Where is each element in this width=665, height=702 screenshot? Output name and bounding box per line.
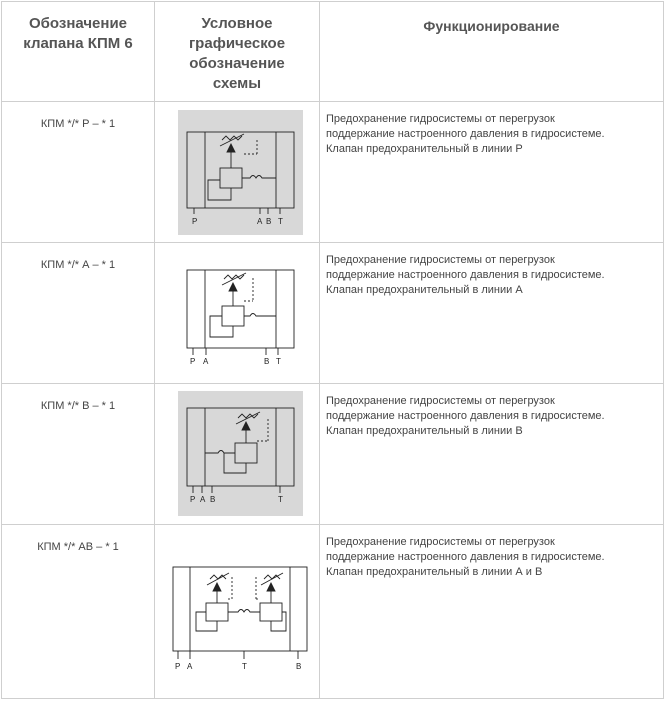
table-row xyxy=(2,243,664,384)
valve-code: КПМ */* В – * 1 xyxy=(40,400,116,412)
scheme-diagram-p xyxy=(178,110,303,235)
header-line: обозначение xyxy=(189,55,285,72)
description-line: поддержание настроенного давления в гидросистеме. xyxy=(326,551,605,563)
valve-spec-table xyxy=(1,1,664,699)
header-designation xyxy=(2,2,155,102)
scheme-diagram-ab xyxy=(170,555,310,685)
port-label: T xyxy=(242,662,247,671)
description-line: Предохранение гидросистемы от перегрузок xyxy=(326,113,555,125)
description-line: поддержание настроенного давления в гидросистеме. xyxy=(326,269,605,281)
description-line: поддержание настроенного давления в гидросистеме. xyxy=(326,410,605,422)
description-line: Клапан предохранительный в линии А и В xyxy=(326,566,543,578)
description-cell xyxy=(320,525,664,699)
port-label: P xyxy=(192,217,198,226)
scheme-diagram-b xyxy=(178,391,303,516)
port-label: A xyxy=(200,495,206,504)
description-line: Клапан предохранительный в линии А xyxy=(326,284,523,296)
description-line: Предохранение гидросистемы от перегрузок xyxy=(326,254,555,266)
header-line: графическое xyxy=(188,35,286,52)
scheme-cell xyxy=(155,384,320,525)
description-line: Предохранение гидросистемы от перегрузок xyxy=(326,536,555,548)
description-cell xyxy=(320,384,664,525)
valve-code: КПМ */* АВ – * 1 xyxy=(37,541,119,553)
port-label: B xyxy=(210,495,216,504)
description-line: Клапан предохранительный в линии Р xyxy=(326,143,523,155)
port-label: P xyxy=(175,662,181,671)
scheme-cell xyxy=(155,525,320,699)
port-label: T xyxy=(278,495,283,504)
header-line: схемы xyxy=(212,75,262,92)
port-label: P xyxy=(190,357,196,366)
description-line: Клапан предохранительный в линии В xyxy=(326,425,523,437)
valve-code-cell xyxy=(2,243,155,384)
header-line: Условное xyxy=(201,15,273,32)
header-function xyxy=(320,2,664,102)
scheme-cell xyxy=(155,102,320,243)
scheme-cell xyxy=(155,243,320,384)
port-label: B xyxy=(296,662,302,671)
header-line: Функционирование xyxy=(423,18,560,34)
description-cell xyxy=(320,243,664,384)
table-row xyxy=(2,384,664,525)
port-label: A xyxy=(257,217,263,226)
header-line: Обозначение xyxy=(28,15,128,32)
port-label: B xyxy=(266,217,272,226)
port-label: T xyxy=(276,357,281,366)
port-label: B xyxy=(264,357,270,366)
valve-code: КПМ */* Р – * 1 xyxy=(40,118,116,130)
valve-code: КПМ */* А – * 1 xyxy=(40,259,116,271)
table-row xyxy=(2,525,664,699)
valve-code-cell xyxy=(2,102,155,243)
header-line: клапана КПМ 6 xyxy=(23,35,133,52)
description-line: поддержание настроенного давления в гидросистеме. xyxy=(326,128,605,140)
table-row xyxy=(2,102,664,243)
description-line: Предохранение гидросистемы от перегрузок xyxy=(326,395,555,407)
port-label: P xyxy=(190,495,196,504)
header-scheme xyxy=(155,2,320,102)
scheme-diagram-a xyxy=(178,253,303,378)
valve-code-cell xyxy=(2,525,155,699)
port-label: T xyxy=(278,217,283,226)
table-header-row xyxy=(2,2,664,102)
valve-code-cell xyxy=(2,384,155,525)
description-cell xyxy=(320,102,664,243)
port-label: A xyxy=(203,357,209,366)
port-label: A xyxy=(187,662,193,671)
